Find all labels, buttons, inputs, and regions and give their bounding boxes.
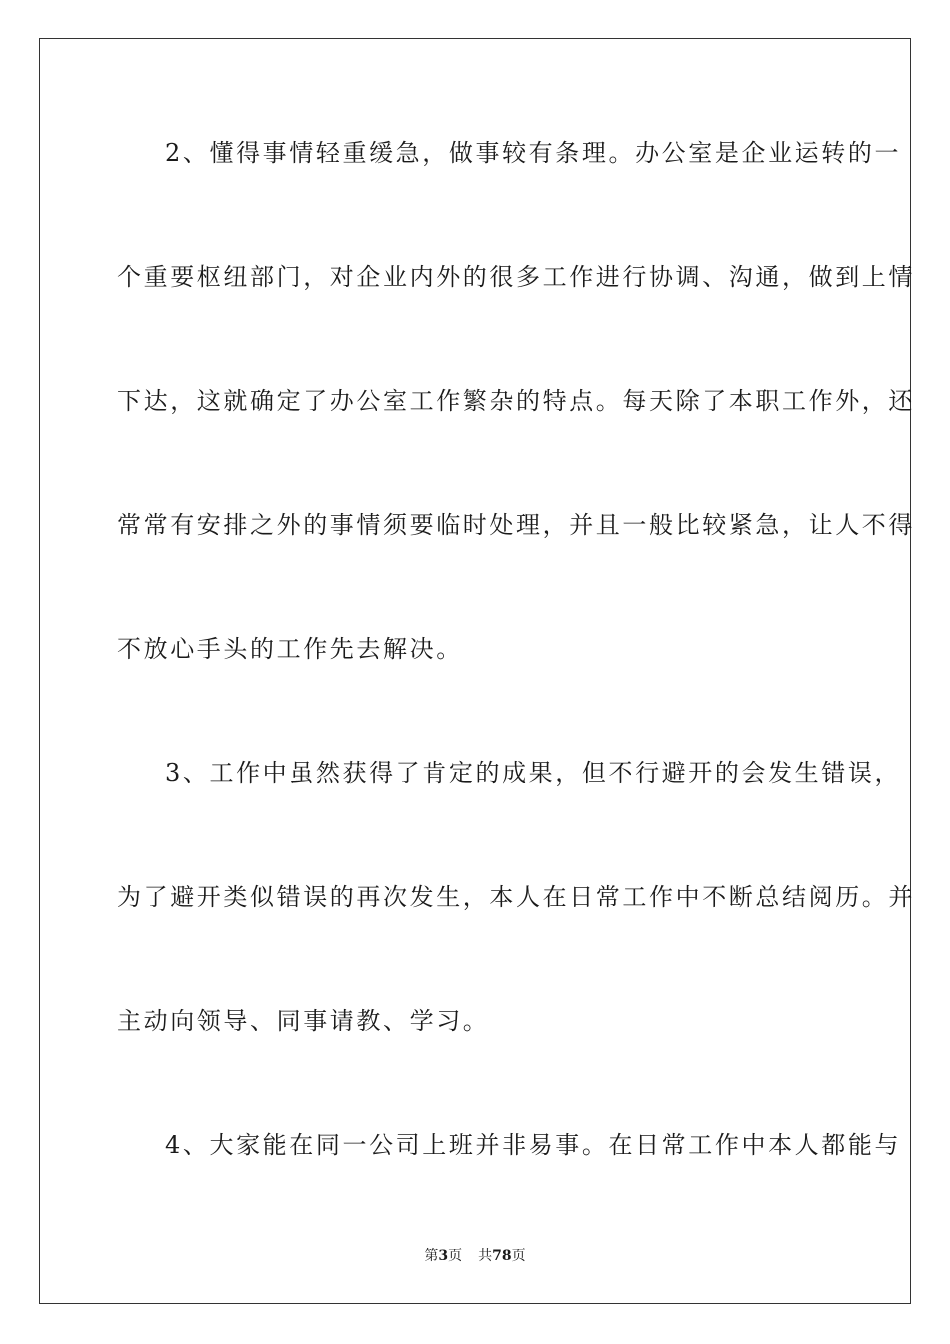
- paragraph-2-line-1: 2、懂得事情轻重缓急，做事较有条理。办公室是企业运转的一: [165, 139, 902, 167]
- paragraph-2-line-2: 个重要枢纽部门，对企业内外的很多工作进行协调、沟通，做到上情: [117, 263, 915, 291]
- total-page-count: 78: [492, 1248, 512, 1264]
- current-page-number: 3: [438, 1248, 449, 1264]
- paragraph-2-line-5: 不放心手头的工作先去解决。: [117, 635, 463, 663]
- total-suffix: 页: [511, 1248, 526, 1264]
- paragraph-3-line-3: 主动向领导、同事请教、学习。: [117, 1007, 490, 1035]
- page-frame: [39, 38, 915, 1304]
- paragraph-4-line-1: 4、大家能在同一公司上班并非易事。在日常工作中本人都能与: [165, 1131, 902, 1159]
- total-prefix: 共: [478, 1248, 493, 1264]
- paragraph-3-line-1: 3、工作中虽然获得了肯定的成果，但不行避开的会发生错误，: [165, 759, 902, 787]
- paragraph-3-line-2: 为了避开类似错误的再次发生，本人在日常工作中不断总结阅历。并: [117, 883, 915, 911]
- paragraph-2-line-4: 常常有安排之外的事情须要临时处理，并且一般比较紧急，让人不得: [117, 511, 915, 539]
- page-footer: [0, 1246, 950, 1266]
- paragraph-2-line-3: 下达，这就确定了办公室工作繁杂的特点。每天除了本职工作外，还: [117, 387, 915, 415]
- page-suffix: 页: [448, 1248, 463, 1264]
- page-prefix: 第: [424, 1248, 439, 1264]
